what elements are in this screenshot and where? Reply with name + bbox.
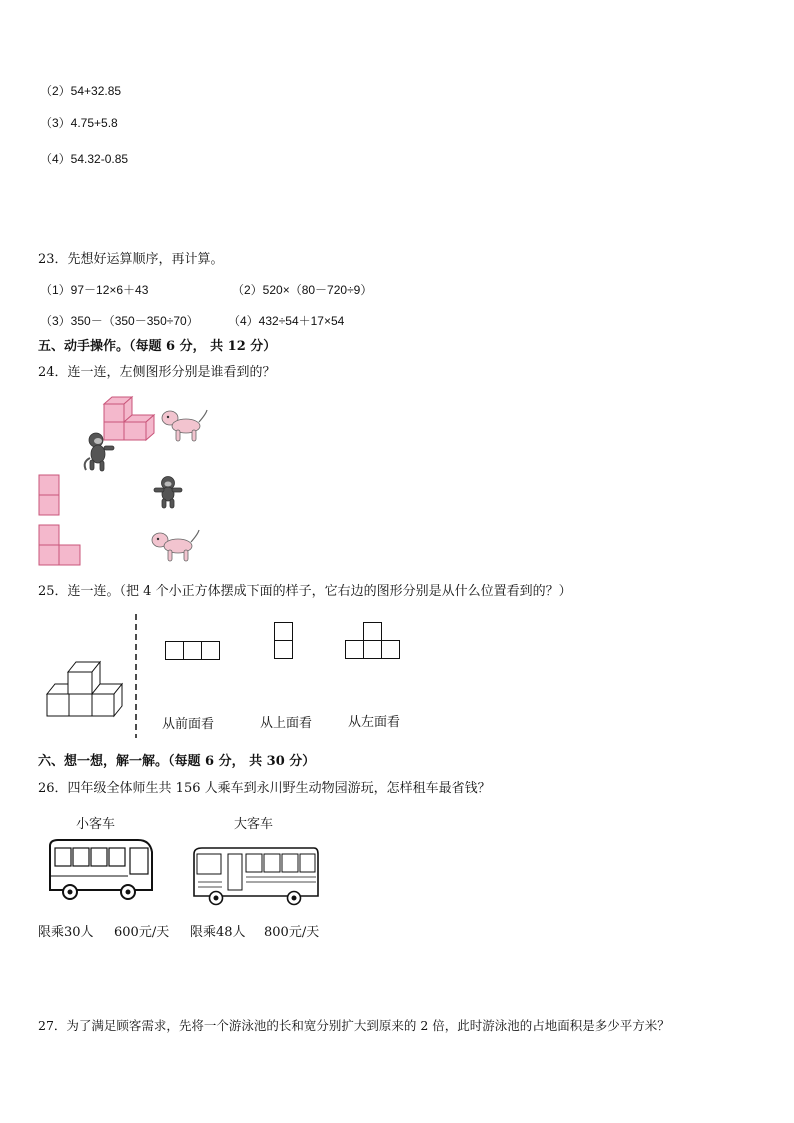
section-5-heading: 五、动手操作。（每题 6 分， 共 12 分）	[38, 339, 277, 354]
dashed-divider	[134, 614, 138, 738]
big-bus-name: 大客车	[234, 817, 274, 832]
monkey-icon	[150, 474, 186, 510]
small-bus-price: 600元/天	[114, 925, 170, 940]
big-bus-icon	[188, 846, 322, 908]
question-26-title: 26．四年级全体师生共 156 人乘车到永川野生动物园游玩，怎样租车最省钱？	[38, 781, 491, 796]
problem-22-4: （4）54.32-0.85	[40, 152, 129, 166]
dog-icon	[150, 528, 202, 564]
question-23-title: 23．先想好运算顺序，再计算。	[38, 252, 224, 267]
problem-22-3: （3）4.75+5.8	[40, 116, 118, 130]
monkey-icon	[80, 430, 116, 472]
question-23-item-4: （4）432÷54＋17×54	[228, 314, 345, 328]
view-two-squares-column	[274, 622, 296, 662]
view-label-left: 从左面看	[348, 715, 401, 730]
question-23-item-1: （1）97－12×6＋43	[40, 283, 149, 297]
section-6-heading: 六、想一想，解一解。（每题 6 分， 共 30 分）	[38, 754, 316, 769]
question-23-item-2: （2）520×（80－720÷9）	[232, 283, 373, 297]
cube-arrangement-figure	[46, 660, 126, 720]
two-square-column-figure	[38, 474, 62, 518]
question-25-title: 25．连一连。（把 4 个小正方体摆成下面的样子，它右边的图形分别是从什么位置看到的？）	[38, 584, 572, 599]
question-23-item-3: （3）350－（350－350÷70）	[40, 314, 199, 328]
l-shape-figure	[38, 524, 84, 568]
big-bus-capacity: 限乘48人	[190, 925, 246, 940]
small-bus-icon	[46, 836, 156, 906]
small-bus-name: 小客车	[76, 817, 116, 832]
question-24-title: 24．连一连，左侧图形分别是谁看到的？	[38, 365, 276, 380]
view-label-top: 从上面看	[260, 716, 313, 731]
problem-22-2: （2）54+32.85	[40, 84, 122, 98]
view-three-squares-row	[165, 641, 223, 661]
view-label-front: 从前面看	[162, 717, 215, 732]
dog-icon	[160, 408, 210, 444]
view-t-shape	[345, 622, 403, 662]
question-27-title: 27．为了满足顾客需求，先将一个游泳池的长和宽分别扩大到原来的 2 倍，此时游泳池的占地面积是多少平方米？	[38, 1018, 670, 1033]
small-bus-capacity: 限乘30人	[38, 925, 94, 940]
big-bus-price: 800元/天	[264, 925, 320, 940]
